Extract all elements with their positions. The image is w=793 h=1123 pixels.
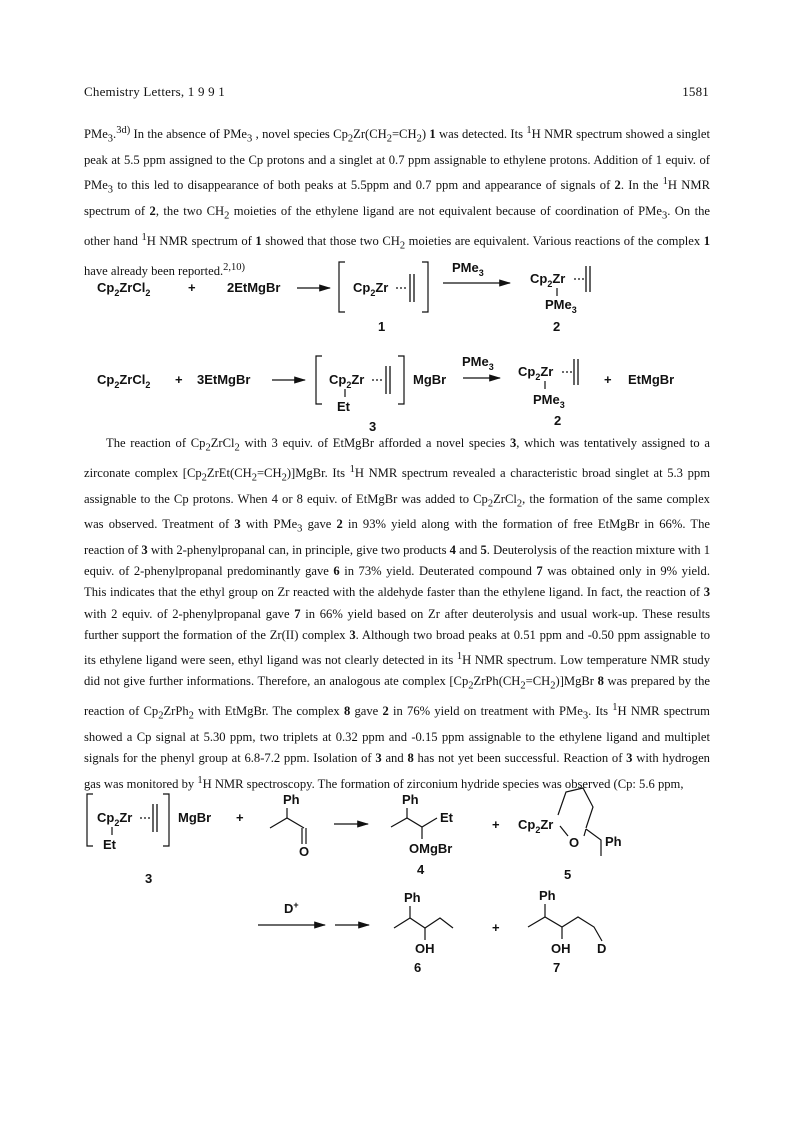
s1-label-2: 2 bbox=[553, 319, 561, 334]
s2-byproduct-plus: + bbox=[604, 372, 612, 387]
page-number: 1581 bbox=[682, 84, 709, 99]
s3-label-4: 4 bbox=[417, 862, 425, 877]
s3-plus2: + bbox=[492, 817, 500, 832]
s1-product: $Cp_2Zr$ bbox=[530, 271, 566, 289]
s3-p5-zr: $Cp_2Zr$ bbox=[518, 817, 554, 835]
s2-label-3: 3 bbox=[369, 419, 377, 434]
s3-p4-ph: Ph bbox=[402, 792, 419, 807]
s3-plus3: + bbox=[492, 920, 500, 935]
s3-p7-d: D bbox=[597, 941, 607, 956]
s1-reactant: $Cp_2ZrCl_2$ bbox=[97, 280, 151, 298]
s2-label-2: 2 bbox=[554, 413, 562, 428]
s3-aldehyde-ph: Ph bbox=[283, 792, 300, 807]
s3-p6-ph: Ph bbox=[404, 890, 421, 905]
s2-byproduct: EtMgBr bbox=[628, 372, 675, 387]
s2-product-ligand: PMe$_3$ bbox=[533, 392, 565, 410]
s3-complex: $Cp_2Zr$ bbox=[97, 810, 133, 828]
s3-complex-et: Et bbox=[103, 837, 116, 852]
running-header-journal: Chemistry Letters, 1 9 9 1 bbox=[84, 84, 225, 99]
s3-label-7: 7 bbox=[553, 960, 561, 975]
s1-intermediate: $Cp_2Zr$ bbox=[353, 280, 389, 298]
s3-label-5: 5 bbox=[564, 867, 572, 882]
s2-intermediate-et: Et bbox=[337, 399, 350, 414]
paragraph-1-text: PMe$_3$.$^{3d)}$ In the absence of PMe$_3$ , novel species $Cp_2Zr(CH_2=CH_2)$ 1 was detected. Its $^1$H NMR spectrum showed a singlet peak at 5.5 ppm assigned to the Cp protons and a singlet at 0.7 ppm assignable to ethylene protons. Addition of 1 equiv. of PMe$_3$ to this led to disappearance of both peaks at 5.5ppm and 0.7 ppm and appearance of signals of 2. In the $^1$H NMR spectrum of 2, the two $CH_2$ moieties of the ethylene ligand are not equivalent because of coordination of PMe$_3$. On the other hand $^1$H NMR spectrum of 1 showed that those two $CH_2$ moieties are equivalent. Various reactions of the complex 1 have already been reported.$^{2,10)}$ bbox=[84, 125, 711, 278]
s3-p7-ph: Ph bbox=[539, 888, 556, 903]
s3-dplus: D+ bbox=[284, 900, 299, 916]
s2-intermediate: $Cp_2Zr$ bbox=[329, 372, 365, 390]
paragraph-2 bbox=[84, 433, 710, 795]
s3-p5-ph: Ph bbox=[605, 834, 622, 849]
s1-product-ligand: PMe$_3$ bbox=[545, 297, 577, 315]
s2-plus: + bbox=[175, 372, 183, 387]
s1-condition: PMe$_3$ bbox=[452, 260, 484, 278]
s3-p4-o: OMgBr bbox=[409, 841, 453, 856]
s2-condition: PMe$_3$ bbox=[462, 354, 494, 372]
s3-label-6: 6 bbox=[414, 960, 422, 975]
paragraph-2-text: The reaction of $Cp_2ZrCl_2$ with 3 equiv. of EtMgBr afforded a novel species 3, which was tentatively assigned to a zirconate complex $[Cp_2ZrEt(CH_2=CH_2)]MgBr$. Its $^1$H NMR spectrum revealed a characteristic broad singlet at 5.3 ppm assignable to the Cp protons. When 4 or 8 equiv. of EtMgBr was added to $Cp_2ZrCl_2$, the formation of the same complex was observed. Treatment of 3 with PMe$_3$ gave 2 in 93% yield along with the formation of free EtMgBr in 66%. The reaction of 3 with 2-phenylpropanal can, in principle, give two products 4 and 5. Deuterolysis of the reaction mixture with 1 equiv. of 2-phenylpropanal predominantly gave 6 in 73% yield. Deuterated compound 7 was obtained only in 9% yield. This indicates that the ethyl group on Zr reacted with the aldehyde faster than the ethylene ligand. In fact, the reaction of 3 with 2 equiv. of 2-phenylpropanal gave 7 in 66% yield based on Zr after deuterolysis and usual work-up. These results further support the formation of the Zr(II) complex 3. Although two broad peaks at 0.51 ppm and -0.50 ppm assignable to its ethylene ligand were seen, ethyl ligand was not clearly detected in its $^1$H NMR spectrum. Low temperature NMR study did not give further informations. Therefore, an analogous ate complex $[Cp_2ZrPh(CH_2=CH_2)]MgBr$ 8 was prepared by the reaction of $Cp_2ZrPh_2$ with EtMgBr. The complex 8 gave 2 in 76% yield on treatment with PMe$_3$. Its $^1$H NMR spectrum showed a Cp signal at 5.30 ppm, two triplets at 0.32 ppm and -0.15 ppm assignable to the ethylene ligand and multiplet signals for the phenyl group at 6.8-7.2 ppm. Isolation of 3 and 8 has not yet been successful. Reaction of 3 with hydrogen gas was monitored by $^1$H NMR spectroscopy. The formation of zirconium hydride species was observed (Cp: 5.6 ppm, bbox=[84, 436, 710, 791]
s2-product: $Cp_2Zr$ bbox=[518, 364, 554, 382]
s3-dplus-text: D bbox=[284, 901, 294, 916]
s3-p4-et: Et bbox=[440, 810, 453, 825]
s2-counter: MgBr bbox=[413, 372, 447, 387]
s3-plus: + bbox=[236, 810, 244, 825]
s3-label-3: 3 bbox=[145, 871, 153, 886]
s3-aldehyde-o: O bbox=[299, 844, 310, 859]
s3-p7-oh: OH bbox=[551, 941, 571, 956]
s3-counter: MgBr bbox=[178, 810, 212, 825]
s1-label-1: 1 bbox=[378, 319, 386, 334]
s1-plus: + bbox=[188, 280, 196, 295]
s2-reagent: 3EtMgBr bbox=[197, 372, 251, 387]
s3-p5-o: O bbox=[569, 835, 580, 850]
s2-reactant: $Cp_2ZrCl_2$ bbox=[97, 372, 151, 390]
s1-reagent: 2EtMgBr bbox=[227, 280, 281, 295]
s3-p6-oh: OH bbox=[415, 941, 435, 956]
